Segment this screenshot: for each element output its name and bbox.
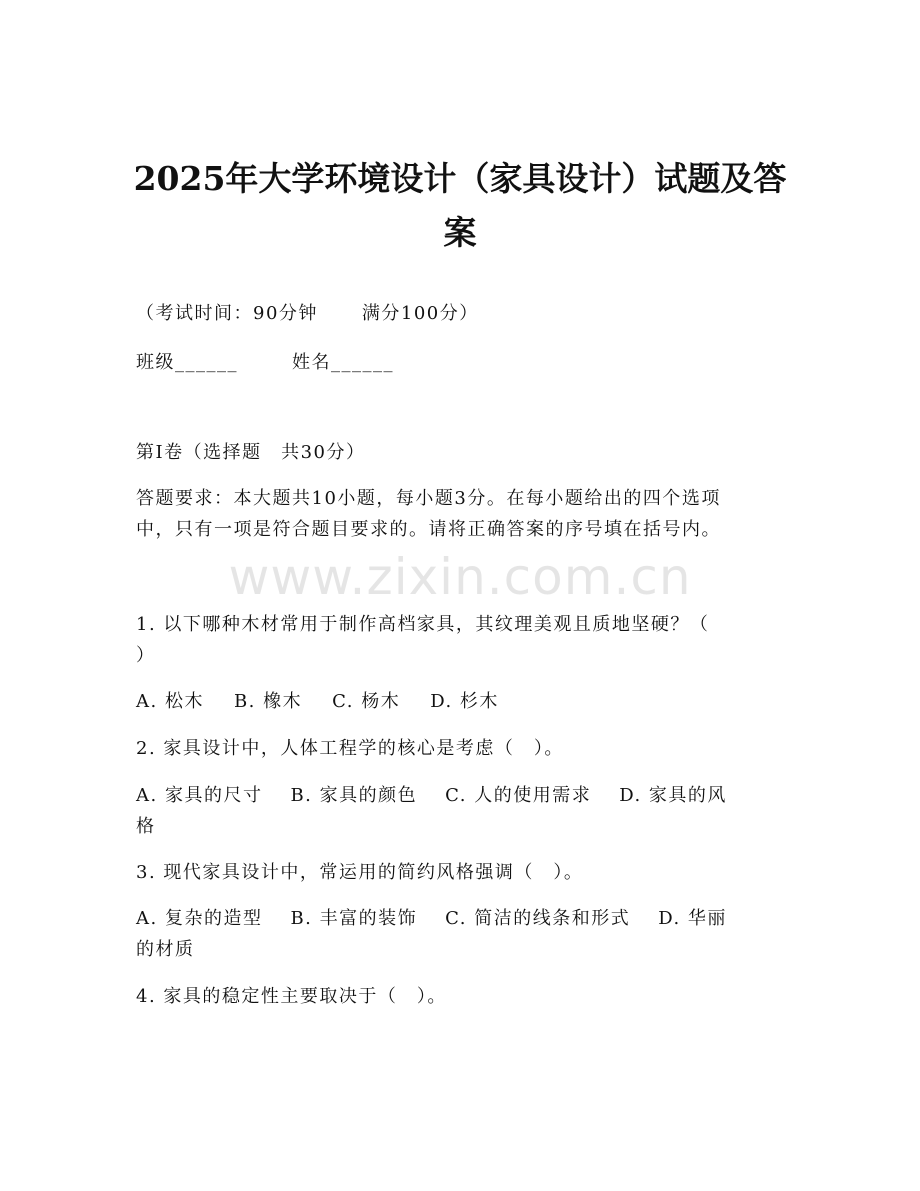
- option-a: A. 松木: [136, 691, 204, 712]
- question-2-options: [136, 780, 786, 811]
- exam-time: （考试时间：90分钟: [136, 303, 318, 324]
- name-field: 姓名______: [292, 352, 394, 373]
- question-1-stem-cont: ）: [136, 645, 156, 666]
- option-c: C. 人的使用需求: [445, 785, 592, 806]
- question-3-options: [136, 903, 786, 934]
- question-4-stem: 4. 家具的稳定性主要取决于（ ）。: [136, 986, 447, 1007]
- instructions-line-2: 中，只有一项是符合题目要求的。请将正确答案的序号填在括号内。: [136, 519, 721, 540]
- question-2-options-cont: 格: [136, 816, 156, 837]
- option-c: C. 杨木: [332, 691, 401, 712]
- student-fields: [136, 347, 786, 378]
- question-2-stem: 2. 家具设计中，人体工程学的核心是考虑（ ）。: [136, 738, 564, 759]
- section-heading: 第I卷（选择题 共30分）: [136, 442, 366, 463]
- option-a: A. 家具的尺寸: [136, 785, 263, 806]
- option-c: C. 简洁的线条和形式: [445, 908, 631, 929]
- instructions-line-1: 答题要求：本大题共10小题，每小题3分。在每小题给出的四个选项: [136, 488, 721, 509]
- option-d: D. 家具的风: [619, 785, 727, 806]
- option-b: B. 家具的颜色: [290, 785, 418, 806]
- option-d: D. 华丽: [658, 908, 727, 929]
- question-3-stem: 3. 现代家具设计中，常运用的简约风格强调（ ）。: [136, 862, 584, 883]
- option-b: B. 橡木: [233, 691, 303, 712]
- title-line-1: 2025年大学环境设计（家具设计）试题及答: [133, 159, 787, 198]
- question-1-stem: 1. 以下哪种木材常用于制作高档家具，其纹理美观且质地坚硬？（: [136, 614, 710, 635]
- class-field: 班级______: [136, 352, 238, 373]
- document-title: [120, 152, 800, 260]
- option-d: D. 杉木: [430, 691, 499, 712]
- question-3-options-cont: 的材质: [136, 939, 195, 960]
- exam-info: [136, 298, 786, 329]
- watermark: www.zixin.com.cn: [228, 548, 692, 606]
- exam-score: 满分100分）: [361, 303, 479, 324]
- title-line-2: 案: [443, 213, 477, 252]
- option-b: B. 丰富的装饰: [290, 908, 418, 929]
- question-1-options: [136, 686, 786, 717]
- option-a: A. 复杂的造型: [136, 908, 263, 929]
